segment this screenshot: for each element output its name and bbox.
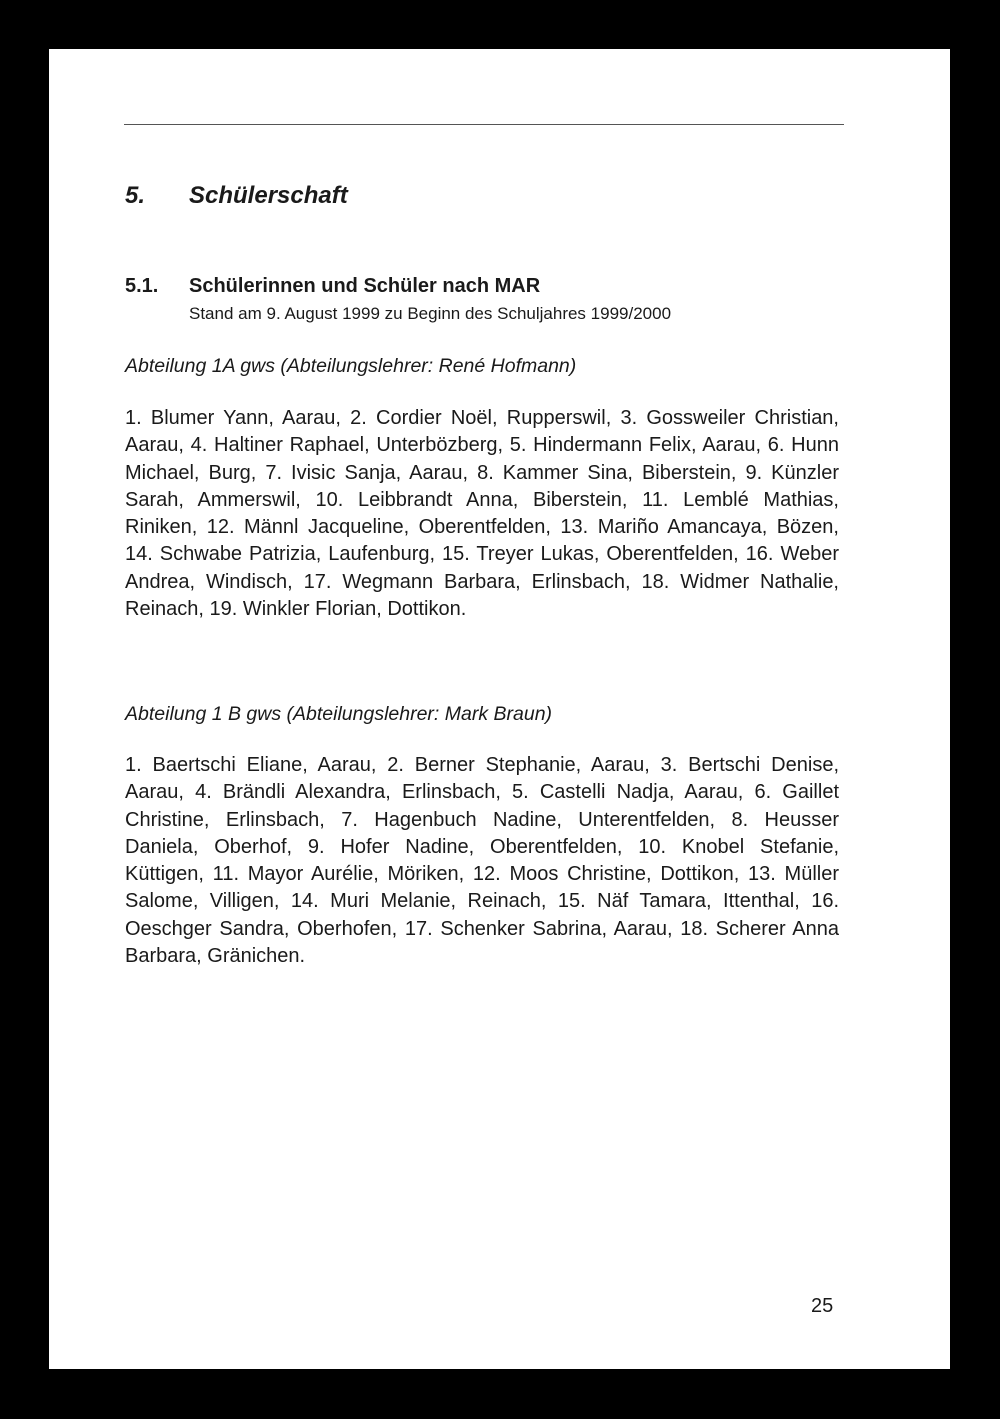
department-1b-roster: 1. Baertschi Eliane, Aarau, 2. Berner Stephanie, Aarau, 3. Bertschi Denise, Aarau, 4. Brändli Alexandra, Erlinsbach, 5. Castelli Nadja, Aarau, 6. Gaillet Christine, Erlinsbach, 7. Hagenbuch Nadine, Unterentfelden, 8. Heusser Daniela, Oberhof, 9. Hofer Nadine, Oberentfelden, 10. Knobel Stefanie, Küttigen, 11. Mayor Aurélie, Möriken, 12. Moos Christine, Dottikon, 13. Müller Salome, Villigen, 14. Muri Melanie, Reinach, 15. Näf Tamara, Ittenthal, 16. Oeschger Sandra, Oberhofen, 17. Schenker Sabrina, Aarau, 18. Scherer Anna Barbara, Gränichen.	[125, 754, 839, 968]
section-title: Schülerinnen und Schüler nach MAR	[189, 275, 541, 297]
section-heading	[125, 275, 540, 298]
chapter-title: Schülerschaft	[189, 182, 348, 209]
chapter-heading	[125, 182, 348, 210]
page-number: 25	[811, 1295, 834, 1317]
section-number: 5.1.	[125, 275, 159, 297]
department-1a-heading: Abteilung 1A gws (Abteilungslehrer: René Hofmann)	[125, 355, 577, 377]
document-page	[49, 49, 950, 1369]
header-rule	[124, 124, 844, 125]
department-1a-roster: 1. Blumer Yann, Aarau, 2. Cordier Noël, Rupperswil, 3. Gossweiler Christian, Aarau, 4. Haltiner Raphael, Unterbözberg, 5. Hindermann Felix, Aarau, 6. Hunn Michael, Burg, 7. Ivisic Sanja, Aarau, 8. Kammer Sina, Biberstein, 9. Künzler Sarah, Ammerswil, 10. Leibbrandt Anna, Biberstein, 11. Lemblé Mathias, Riniken, 12. Männl Jacqueline, Oberentfelden, 13. Mariño Amancaya, Bözen, 14. Schwabe Patrizia, Laufenburg, 15. Treyer Lukas, Oberentfelden, 16. Weber Andrea, Windisch, 17. Wegmann Barbara, Erlinsbach, 18. Widmer Nathalie, Reinach, 19. Winkler Florian, Dottikon.	[125, 407, 839, 621]
department-1b-heading: Abteilung 1 B gws (Abteilungslehrer: Mark Braun)	[125, 703, 553, 725]
chapter-number: 5.	[125, 182, 146, 209]
section-subtitle: Stand am 9. August 1999 zu Beginn des Schuljahres 1999/2000	[189, 304, 672, 323]
